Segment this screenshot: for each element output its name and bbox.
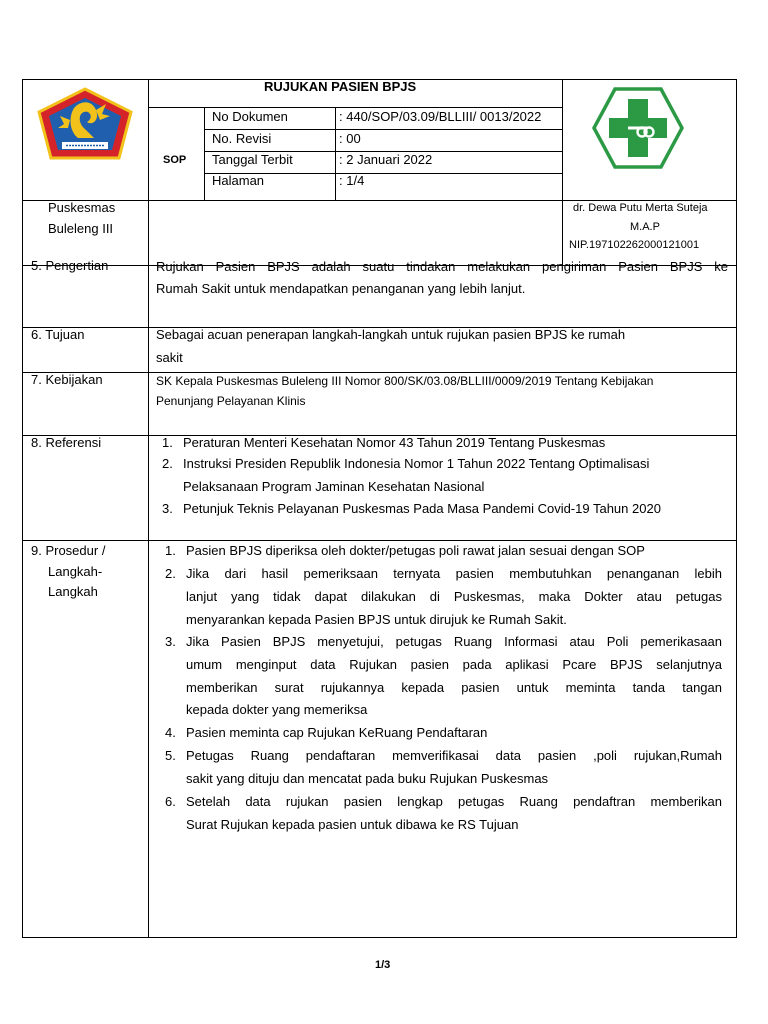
referensi-item-number: 3. bbox=[162, 501, 173, 516]
section-label-referensi: 8. Referensi bbox=[31, 435, 102, 450]
referensi-item-3: Petunjuk Teknis Pelayanan Puskesmas Pada Masa Pandemi Covid-19 Tahun 2020 bbox=[183, 501, 661, 516]
field-value-no-revisi: : 00 bbox=[339, 131, 361, 146]
field-value-divider bbox=[335, 107, 336, 200]
prosedur-step-3-line4: kepada dokter yang memeriksa bbox=[186, 702, 368, 717]
referensi-item-number: 2. bbox=[162, 456, 173, 471]
referensi-item-2-line1: Instruksi Presiden Republik Indonesia Nomor 1 Tahun 2022 Tentang Optimalisasi bbox=[183, 456, 650, 471]
field-label-no-dokumen: No Dokumen bbox=[212, 109, 288, 124]
section-label-kebijakan: 7. Kebijakan bbox=[31, 372, 103, 387]
puskesmas-cross-logo-icon bbox=[592, 87, 684, 169]
prosedur-step-1: Pasien BPJS diperiksa oleh dokter/petugas poli rawat jalan sesuai dengan SOP bbox=[186, 543, 645, 558]
buleleng-regency-emblem-icon bbox=[34, 86, 136, 162]
prosedur-step-5-line2: sakit yang dituju dan mencatat pada buku Rujukan Puskesmas bbox=[186, 771, 549, 786]
table-border-bottom bbox=[22, 937, 737, 938]
section-label-tujuan: 6. Tujuan bbox=[31, 327, 85, 342]
prosedur-step-number: 2. bbox=[165, 566, 176, 581]
table-border-left bbox=[22, 79, 23, 938]
org-name-line1: Puskesmas bbox=[48, 200, 116, 215]
kebijakan-text-line2: Penunjang Pelayanan Klinis bbox=[156, 394, 306, 408]
tujuan-text-line2: sakit bbox=[156, 350, 183, 365]
signer-title: M.A.P bbox=[630, 221, 660, 233]
signer-nip: NIP.197102262000121001 bbox=[569, 239, 700, 251]
prosedur-step-3-line2: umum menginput data Rujukan pasien pada aplikasi Pcare BPJS selanjutnya bbox=[186, 657, 722, 672]
tujuan-text-line1: Sebagai acuan penerapan langkah-langkah untuk rujukan pasien BPJS ke rumah bbox=[156, 327, 626, 342]
field-value-tanggal-terbit: : 2 Januari 2022 bbox=[339, 152, 433, 167]
field-value-halaman: : 1/4 bbox=[339, 173, 365, 188]
prosedur-step-2-line3: menyarankan kepada Pasien BPJS untuk dirujuk ke Rumah Sakit. bbox=[186, 612, 567, 627]
document-title: RUJUKAN PASIEN BPJS bbox=[264, 79, 417, 94]
section-label-prosedur: 9. Prosedur / bbox=[31, 543, 106, 558]
prosedur-step-5-line1: Petugas Ruang pendaftaran memverifikasai data pasien ,poli rujukan,Rumah bbox=[186, 748, 722, 763]
prosedur-step-number: 4. bbox=[165, 725, 176, 740]
pengertian-text-line1: Rujukan Pasien BPJS adalah suatu tindakan melakukan pengiriman Pasien BPJS ke bbox=[156, 259, 728, 274]
page-number: 1/3 bbox=[375, 959, 391, 971]
referensi-item-number: 1. bbox=[162, 435, 173, 450]
section-label-prosedur-line3: Langkah bbox=[48, 584, 98, 599]
field-label-tanggal-terbit: Tanggal Terbit bbox=[212, 152, 293, 167]
title-underline bbox=[148, 107, 563, 108]
field-value-no-dokumen: : 440/SOP/03.09/BLLIII/ 0013/2022 bbox=[339, 109, 542, 124]
org-name-line2: Buleleng III bbox=[48, 221, 114, 236]
prosedur-step-number: 3. bbox=[165, 634, 176, 649]
prosedur-step-2-line2: lanjut yang tidak dapat dilakukan di Puskesmas, maka Dokter atau petugas bbox=[186, 589, 722, 604]
field-label-halaman: Halaman bbox=[212, 173, 265, 188]
field-row-line bbox=[204, 129, 563, 130]
referensi-item-2-line2: Pelaksanaan Program Jaminan Kesehatan Nasional bbox=[183, 479, 485, 494]
referensi-item-1: Peraturan Menteri Kesehatan Nomor 43 Tahun 2019 Tentang Puskesmas bbox=[183, 435, 606, 450]
sop-cell-divider bbox=[204, 107, 205, 200]
prosedur-step-number: 1. bbox=[165, 543, 176, 558]
section-label-prosedur-line2: Langkah- bbox=[48, 564, 103, 579]
sop-label: SOP bbox=[163, 154, 187, 166]
prosedur-step-3-line3: memberikan surat rujukannya kepada pasien untuk meminta tanda tangan bbox=[186, 680, 722, 695]
section-label-pengertian: 5. Pengertian bbox=[31, 258, 109, 273]
prosedur-step-number: 6. bbox=[165, 794, 176, 809]
column-divider bbox=[148, 79, 149, 938]
prosedur-step-2-line1: Jika dari hasil pemeriksaan ternyata pasien membutuhkan penanganan lebih bbox=[186, 566, 722, 581]
field-label-no-revisi: No. Revisi bbox=[212, 131, 272, 146]
pengertian-text-line2: Rumah Sakit untuk mendapatkan penanganan yang lebih lanjut. bbox=[156, 281, 526, 296]
prosedur-step-3-line1: Jika Pasien BPJS menyetujui, petugas Ruang Informasi atau Poli pemerikasaan bbox=[186, 634, 722, 649]
section-row-line bbox=[22, 540, 737, 541]
table-border-right bbox=[736, 79, 737, 938]
signer-name: dr. Dewa Putu Merta Suteja bbox=[573, 202, 708, 214]
prosedur-step-6-line1: Setelah data rujukan pasien lengkap petugas Ruang pendaftran memberikan bbox=[186, 794, 722, 809]
kebijakan-text-line1: SK Kepala Puskesmas Buleleng III Nomor 800/SK/03.08/BLLIII/0009/2019 Tentang Kebijakan bbox=[156, 374, 654, 388]
prosedur-step-6-line2: Surat Rujukan kepada pasien untuk dibawa ke RS Tujuan bbox=[186, 817, 519, 832]
prosedur-step-4: Pasien meminta cap Rujukan KeRuang Pendaftaran bbox=[186, 725, 488, 740]
prosedur-step-number: 5. bbox=[165, 748, 176, 763]
